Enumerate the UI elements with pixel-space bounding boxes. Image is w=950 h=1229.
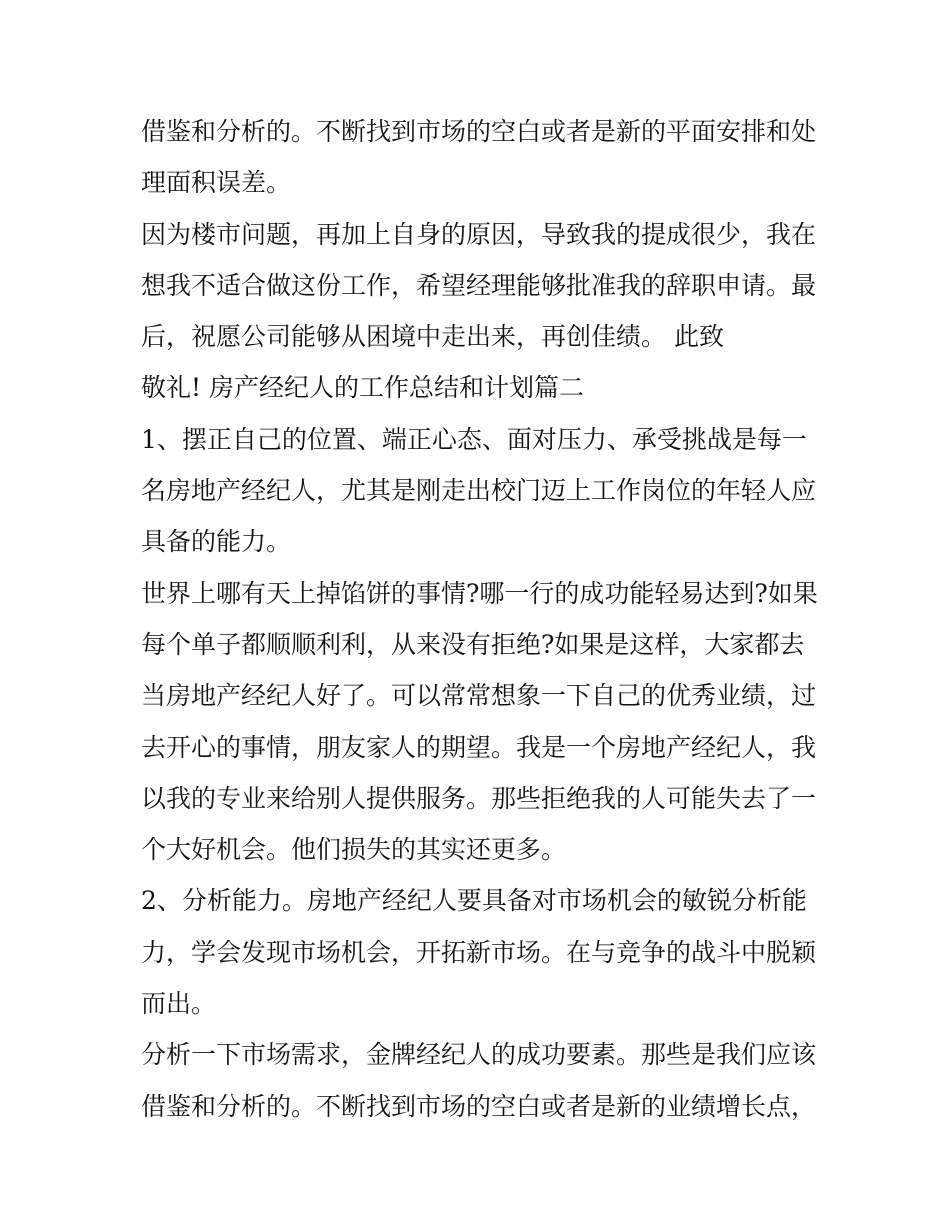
text-line: 个大好机会。他们损失的其实还更多。 (141, 835, 567, 865)
text-line: 具备的能力。 (141, 527, 292, 557)
text-line: 后，祝愿公司能够从困境中走出来，再创佳绩。 此致 (141, 322, 724, 352)
text-line: 借鉴和分析的。不断找到市场的空白或者是新的平面安排和处 (141, 117, 817, 146)
text-line: 想我不适合做这份工作，希望经理能够批准我的辞职申请。最 (141, 270, 817, 300)
text-line: 名房地产经纪人，尤其是刚走出校门迈上工作岗位的年轻人应 (141, 476, 817, 506)
text-line: 2、分析能力。房地产经纪人要具备对市场机会的敏锐分析能 (141, 886, 807, 916)
section-heading-line: 敬礼! 房产经纪人的工作总结和计划篇二 (141, 373, 584, 403)
text-line: 力，学会发现市场机会，开拓新市场。在与竞争的战斗中脱颖 (141, 937, 817, 967)
text-line: 理面积误差。 (141, 168, 292, 198)
document-body (141, 106, 816, 1132)
text-line: 当房地产经纪人好了。可以常常想象一下自己的优秀业绩，过 (141, 681, 817, 711)
text-line: 1、摆正自己的位置、端正心态、面对压力、承受挑战是每一 (141, 424, 807, 454)
text-line: 因为楼市问题，再加上自身的原因，导致我的提成很少，我在 (141, 219, 817, 249)
text-line: 而出。 (141, 989, 217, 1019)
text-line: 世界上哪有天上掉馅饼的事情?哪一行的成功能轻易达到?如果 (141, 578, 818, 608)
text-line: 以我的专业来给别人提供服务。那些拒绝我的人可能失去了一 (141, 783, 817, 813)
text-line: 去开心的事情，朋友家人的期望。我是一个房地产经纪人，我 (141, 732, 817, 762)
text-line: 借鉴和分析的。不断找到市场的空白或者是新的业绩增长点， (141, 1091, 817, 1121)
text-line: 每个单子都顺顺利利，从来没有拒绝?如果是这样，大家都去 (141, 629, 805, 659)
text-line: 分析一下市场需求，金牌经纪人的成功要素。那些是我们应该 (141, 1040, 817, 1070)
